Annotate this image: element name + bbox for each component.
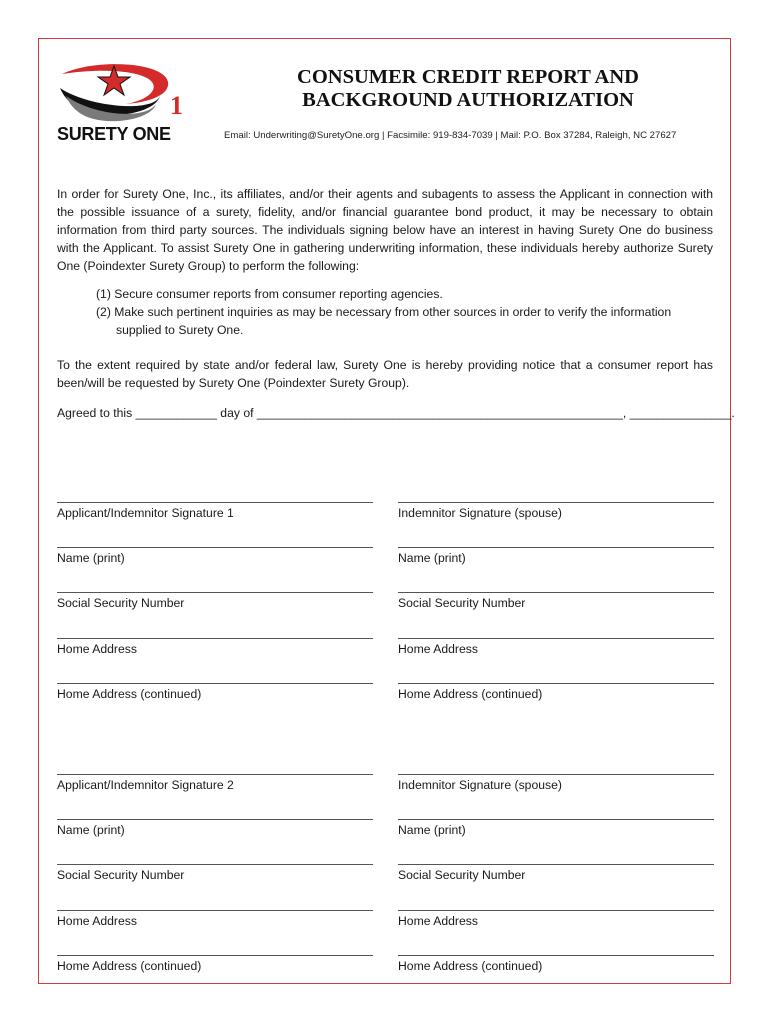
signature-field-label: Home Address (continued) [398,686,543,701]
signature-field-label: Home Address [398,641,478,656]
signature-field-line[interactable] [398,864,714,865]
signature-field-line[interactable] [57,910,373,911]
signature-field-label: Social Security Number [57,868,185,883]
signature-field-line[interactable] [57,638,373,639]
signature-field-label: Indemnitor Signature (spouse) [398,506,562,520]
signature-field-label: Name (print) [57,551,125,566]
signature-field-line[interactable] [57,683,373,684]
signature-field-label: Applicant/Indemnitor Signature 2 [57,778,234,792]
notice-paragraph: To the extent required by state and/or federal law, Surety One is hereby providing notice that a consumer report has been/will be requested by Surety One (Poindexter Surety Group). [57,358,713,390]
signature-field-label: Home Address [57,641,137,656]
signature-field-label: Applicant/Indemnitor Signature 1 [57,506,234,520]
signature-field-label: Home Address [398,913,478,928]
signature-field-line[interactable] [398,592,714,593]
signature-field-line[interactable] [398,683,714,684]
signature-field-label: Name (print) [57,823,125,838]
contact-info: Email: Underwriting@SuretyOne.org | Facsimile: 919-834-7039 | Mail: P.O. Box 37284, Raleigh, NC 27627 [224,130,677,141]
page-title [240,66,696,112]
signature-field-label: Home Address (continued) [57,958,202,973]
intro-paragraph: In order for Surety One, Inc., its affiliates, and/or their agents and subagents to assess the Applicant in connection with the possible issuance of a surety, fidelity, and/or financial guarantee bond product, it may be necessary to obtain information from third party sources. The individuals signing below have an interest in having Surety One do business with the Applicant. To assist Surety One in gathering underwriting information, these individuals hereby authorize Surety One (Poindexter Surety Group) to perform the following: [57,187,713,273]
signature-field-label: Name (print) [398,551,466,566]
signature-field-line[interactable] [398,774,714,775]
signature-field-line[interactable] [57,819,373,820]
title-line-1: CONSUMER CREDIT REPORT AND [297,66,639,88]
signature-field-label: Name (print) [398,823,466,838]
signature-field-line[interactable] [57,774,373,775]
signature-field-line[interactable] [57,547,373,548]
list-item-continuation: supplied to Surety One. [116,323,244,337]
list-item: (2) Make such pertinent inquiries as may be necessary from other sources in order to verify the information [96,305,672,319]
signature-field-line[interactable] [57,864,373,865]
signature-field-label: Home Address (continued) [398,958,543,973]
signature-field-line[interactable] [57,502,373,503]
authorization-list [96,285,716,339]
signature-field-label: Home Address [57,913,137,928]
title-line-2: BACKGROUND AUTHORIZATION [302,89,634,111]
signature-field-label: Social Security Number [398,596,526,611]
signature-field-line[interactable] [57,592,373,593]
logo-wordmark: SURETY ONE [57,124,171,144]
signature-field-line[interactable] [398,819,714,820]
signature-field-label: Social Security Number [57,596,185,611]
signature-field-line[interactable] [398,547,714,548]
signature-field-label: Home Address (continued) [57,686,202,701]
signature-field-line[interactable] [57,955,373,956]
list-item: (1) Secure consumer reports from consumer reporting agencies. [96,287,443,301]
signature-field-line[interactable] [398,638,714,639]
agreement-date-line[interactable]: Agreed to this ____________ day of ______________________________________________________, _______________. [57,406,735,420]
logo-numeral: 1 [170,91,183,120]
signature-field-line[interactable] [398,502,714,503]
signature-field-label: Social Security Number [398,868,526,883]
signature-field-line[interactable] [398,955,714,956]
signature-field-line[interactable] [398,910,714,911]
signature-field-label: Indemnitor Signature (spouse) [398,778,562,792]
